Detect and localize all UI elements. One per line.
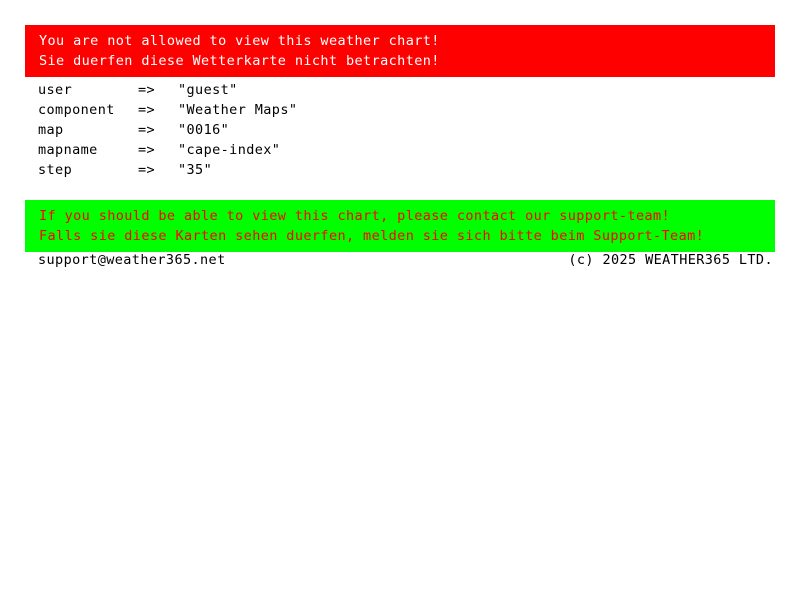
parameter-value: "35"	[178, 162, 213, 178]
parameter-row	[38, 120, 297, 140]
copyright-text: (c) 2025 WEATHER365 LTD.	[568, 252, 773, 268]
parameter-key: mapname	[38, 142, 98, 158]
parameter-row	[38, 140, 297, 160]
parameter-row	[38, 160, 297, 180]
parameter-arrow: =>	[138, 102, 156, 118]
parameter-arrow: =>	[138, 142, 156, 158]
parameter-key: map	[38, 122, 64, 138]
error-banner-line-de: Sie duerfen diese Wetterkarte nicht betrachten!	[39, 53, 440, 69]
parameter-key: user	[38, 82, 73, 98]
support-email-link[interactable]: support@weather365.net	[38, 252, 226, 268]
parameter-value: "0016"	[178, 122, 230, 138]
parameter-key: step	[38, 162, 73, 178]
parameter-arrow: =>	[138, 82, 156, 98]
error-banner	[25, 25, 775, 77]
parameter-list	[38, 80, 297, 180]
error-banner-line-en: You are not allowed to view this weather chart!	[39, 33, 440, 49]
parameter-value: "cape-index"	[178, 142, 281, 158]
parameter-row	[38, 80, 297, 100]
parameter-key: component	[38, 102, 115, 118]
info-banner	[25, 200, 775, 252]
parameter-arrow: =>	[138, 122, 156, 138]
info-banner-line-de: Falls sie diese Karten sehen duerfen, melden sie sich bitte beim Support-Team!	[39, 228, 705, 244]
footer	[38, 250, 773, 270]
parameter-value: "Weather Maps"	[178, 102, 298, 118]
info-banner-line-en: If you should be able to view this chart, please contact our support-team!	[39, 208, 671, 224]
parameter-value: "guest"	[178, 82, 238, 98]
parameter-row	[38, 100, 297, 120]
parameter-arrow: =>	[138, 162, 156, 178]
